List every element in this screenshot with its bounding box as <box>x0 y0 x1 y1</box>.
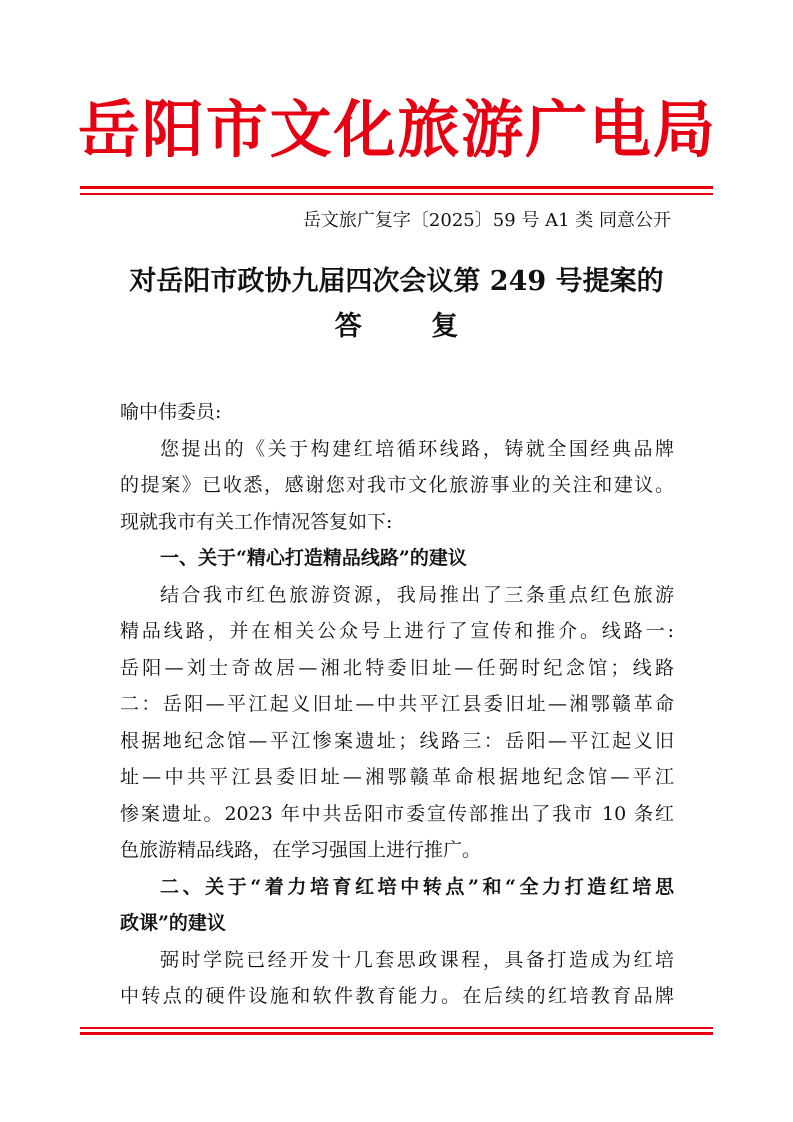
footer-rule-thin <box>80 1027 713 1029</box>
salutation: 喻中伟委员: <box>120 401 222 423</box>
section-heading: 二、关于“着力培育红培中转点”和“全力打造红培思 <box>160 875 674 898</box>
document-title-reply: 答 复 <box>334 311 489 342</box>
body-line: 二：岳阳—平江起义旧址—中共平江县委旧址—湘鄂赣革命 <box>120 693 674 715</box>
document-title: 对岳阳市政协九届四次会议第 249 号提案的 <box>129 266 664 297</box>
masthead-char: 岳 <box>78 93 141 166</box>
header-rule-thick <box>80 186 713 189</box>
masthead-char: 游 <box>461 93 524 166</box>
body-line: 岳阳—刘士奇故居—湘北特委旧址—任弼时纪念馆；线路 <box>120 656 674 679</box>
masthead-char: 局 <box>652 93 715 166</box>
footer-rule-thick <box>80 1032 713 1035</box>
document-number: 岳文旅广复字〔2025〕59 号 A1 类 同意公开 <box>302 210 671 231</box>
section-heading: 一、关于“精心打造精品线路”的建议 <box>160 547 467 569</box>
masthead-char: 广 <box>525 93 588 166</box>
org-masthead <box>78 88 715 172</box>
masthead-char: 电 <box>589 93 652 166</box>
body-line: 根据地纪念馆—平江惨案遗址；线路三：岳阳—平江起义旧 <box>120 729 674 752</box>
document-body <box>120 394 674 1015</box>
body-line: 中转点的硬件设施和软件教育能力。在后续的红培教育品牌 <box>120 985 674 1007</box>
body-line: 结合我市红色旅游资源，我局推出了三条重点红色旅游 <box>160 583 674 606</box>
body-line: 址—中共平江县委旧址—湘鄂赣革命根据地纪念馆—平江 <box>120 766 674 788</box>
masthead-char: 化 <box>333 93 396 166</box>
masthead-char: 文 <box>269 93 332 166</box>
body-line: 精品线路，并在相关公众号上进行了宣传和推介。线路一: <box>120 620 674 642</box>
body-line: 现就我市有关工作情况答复如下: <box>120 510 393 533</box>
section-heading: 政课”的建议 <box>120 912 226 934</box>
body-line: 惨案遗址。2023 年中共岳阳市委宣传部推出了我市 10 条红 <box>120 802 674 825</box>
body-line: 色旅游精品线路，在学习强国上进行推广。 <box>120 839 482 861</box>
header-rule-thin <box>80 193 713 195</box>
body-line: 弼时学院已经开发十几套思政课程，具备打造成为红培 <box>160 948 674 971</box>
masthead-char: 阳 <box>141 93 204 166</box>
body-line: 您提出的《关于构建红培循环线路，铸就全国经典品牌 <box>160 437 674 460</box>
masthead-char: 旅 <box>397 93 460 166</box>
masthead-char: 市 <box>205 93 268 166</box>
body-line: 的提案》已收悉，感谢您对我市文化旅游事业的关注和建议。 <box>120 474 674 496</box>
